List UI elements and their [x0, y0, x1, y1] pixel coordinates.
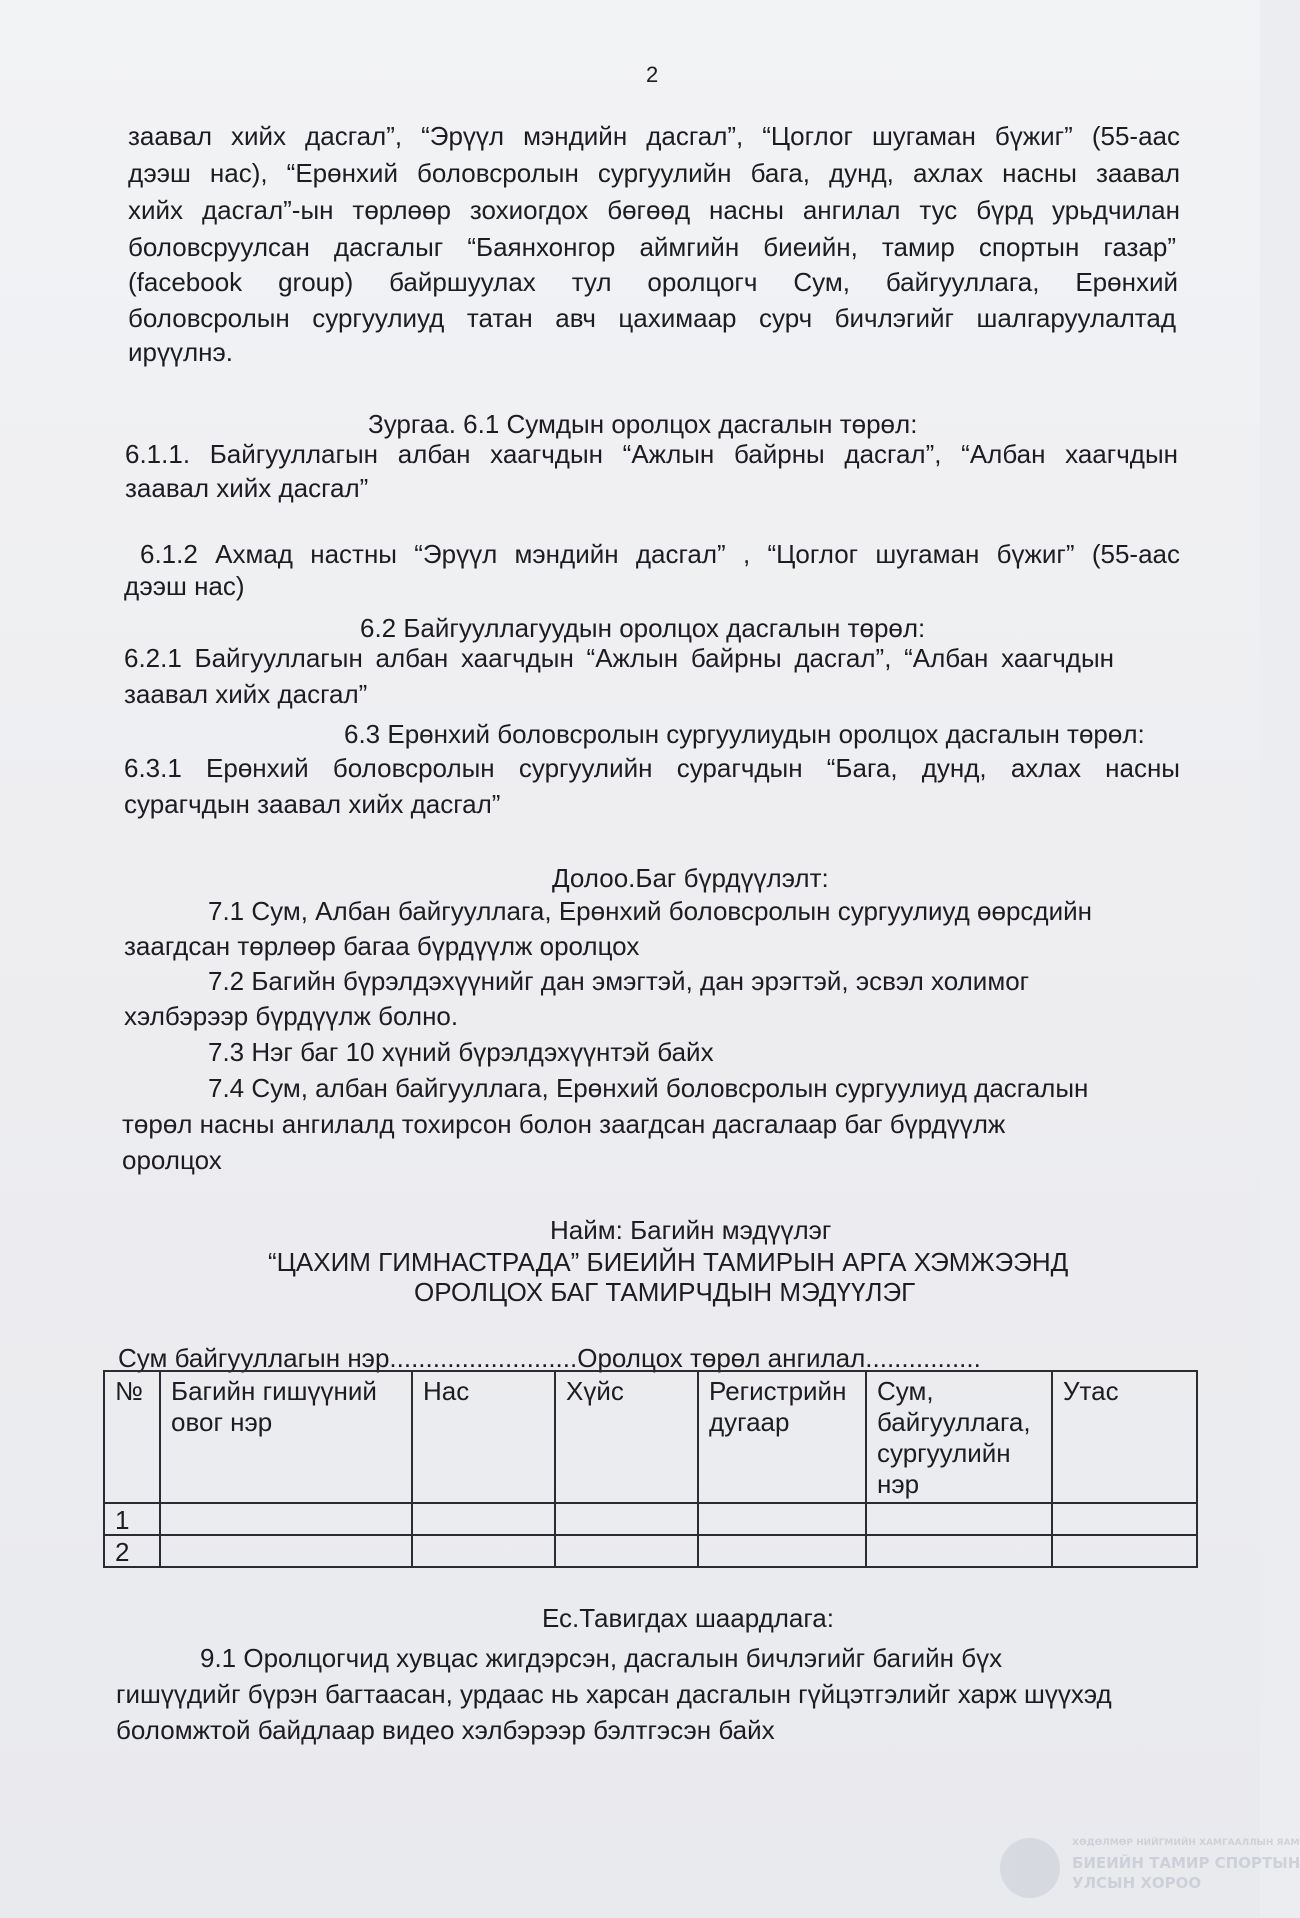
watermark-line: ХӨДӨЛМӨР НИЙГМИЙН ХАМГААЛЛЫН ЯАМ — [1072, 1838, 1300, 1848]
form-title-line1: “ЦАХИМ ГИМНАСТРАДА” БИЕИЙН ТАМИРЫН АРГА ХЭМЖЭЭНД — [268, 1247, 1069, 1277]
item-6-1-2-line: дээш нас) — [124, 571, 245, 601]
table-row — [104, 1503, 1197, 1535]
section6-heading: Зургаа. 6.1 Сумдын оролцох дасгалын төрөл: — [368, 409, 918, 439]
intro-line: заавал хийх дасгал”, “Эрүүл мэндийн дасгал”, “Цоглог шугаман бүжиг” (55-аас — [128, 121, 1180, 151]
intro-line: хийх дасгал”-ын төрлөөр зохиогдох бөгөөд насны ангилал тус бүрд урьдчилан — [128, 195, 1180, 225]
subsection-6-3: 6.3 Ерөнхий боловсролын сургуулиудын оролцох дасгалын төрөл: — [344, 719, 1145, 749]
item-7-4-line: төрөл насны ангилалд тохирсон болон заагдсан дасгалаар баг бүрдүүлж — [122, 1109, 1006, 1139]
table-row — [104, 1535, 1197, 1567]
item-6-2-1-line: заавал хийх дасгал” — [124, 679, 368, 709]
intro-line: (facebook group) байршуулах тул оролцогч Сум, байгууллага, Ерөнхий — [128, 267, 1178, 297]
item-7-1-line: 7.1 Сум, Албан байгууллага, Ерөнхий боловсролын сургуулиуд өөрсдийн — [208, 896, 1092, 926]
table-cell — [866, 1535, 1052, 1567]
intro-line: боловсролын сургуулиуд татан авч цахимаар сурч бичлэгийг шалгаруулалтад — [128, 303, 1176, 333]
watermark-line: БИЕИЙН ТАМИР СПОРТЫН — [1072, 1854, 1300, 1872]
intro-line: ирүүлнэ. — [128, 337, 234, 367]
item-7-4-line: 7.4 Сум, албан байгууллага, Ерөнхий боловсролын сургуулиуд дасгалын — [208, 1073, 1089, 1103]
item-9-1-line: гишүүдийг бүрэн багтаасан, урдаас нь харсан дасгалын гүйцэтгэлийг харж шүүхэд — [116, 1679, 1112, 1709]
col-header: № — [104, 1371, 160, 1503]
item-7-2-line: 7.2 Багийн бүрэлдэхүүнийг дан эмэгтэй, дан эрэгтэй, эсвэл холимог — [208, 966, 1030, 996]
col-header: Регистрийн дугаар — [698, 1371, 866, 1503]
watermark-logo — [998, 1832, 1300, 1904]
intro-line: боловсруулсан дасгалыг “Баянхонгор аймгийн биеийн, тамир спортын газар” — [128, 232, 1176, 262]
col-header: Сум, байгууллага, сургуулийн нэр — [866, 1371, 1052, 1503]
section9-heading: Ес.Тавигдах шаардлага: — [542, 1603, 834, 1633]
table-cell — [555, 1535, 698, 1567]
subsection-6-2: 6.2 Байгууллагуудын оролцох дасгалын төрөл: — [360, 613, 926, 643]
emblem-icon — [1000, 1838, 1060, 1898]
table-cell — [160, 1503, 412, 1535]
table-cell — [412, 1503, 555, 1535]
col-header: Багийн гишүүний овог нэр — [160, 1371, 412, 1503]
section7-heading: Долоо.Баг бүрдүүлэлт: — [552, 863, 829, 893]
table-cell — [698, 1503, 866, 1535]
section8-heading: Найм: Багийн мэдүүлэг — [550, 1215, 832, 1245]
col-header: Утас — [1052, 1371, 1197, 1503]
item-6-1-1-line: заавал хийх дасгал” — [125, 473, 369, 503]
col-header: Нас — [412, 1371, 555, 1503]
table-cell: 2 — [104, 1535, 160, 1567]
item-6-3-1-line: 6.3.1 Ерөнхий боловсролын сургуулийн сурагчдын “Бага, дунд, ахлах насны — [124, 753, 1180, 783]
col-header: Хүйс — [555, 1371, 698, 1503]
item-9-1-line: боломжтой байдлаар видео хэлбэрээр бэлтгэсэн байх — [116, 1715, 775, 1745]
table-cell — [866, 1503, 1052, 1535]
item-6-1-1-line: 6.1.1. Байгууллагын албан хаагчдын “Ажлын байрны дасгал”, “Албан хаагчдын — [125, 439, 1178, 469]
table-cell — [698, 1535, 866, 1567]
item-6-3-1-line: сурагчдын заавал хийх дасгал” — [124, 789, 501, 819]
item-7-2-line: хэлбэрээр бүрдүүлж болно. — [124, 1001, 459, 1031]
watermark-line: УЛСЫН ХОРОО — [1072, 1874, 1202, 1892]
table-cell — [412, 1535, 555, 1567]
table-header-row — [104, 1371, 1197, 1503]
table-cell — [1052, 1535, 1197, 1567]
item-6-1-2-line: 6.1.2 Ахмад настны “Эрүүл мэндийн дасгал” , “Цоглог шугаман бүжиг” (55-аас — [140, 539, 1180, 569]
intro-line: дээш нас), “Ерөнхий боловсролын сургуулийн бага, дунд, ахлах насны заавал — [128, 158, 1180, 188]
page-number: 2 — [646, 62, 659, 87]
item-9-1-line: 9.1 Оролцогчид хувцас жигдэрсэн, дасгалын бичлэгийг багийн бүх — [200, 1643, 1003, 1673]
table-cell: 1 — [104, 1503, 160, 1535]
item-7-1-line: заагдсан төрлөөр багаа бүрдүүлж оролцох — [124, 931, 640, 961]
table-cell — [1052, 1503, 1197, 1535]
item-7-4-line: оролцох — [122, 1145, 222, 1175]
item-7-3: 7.3 Нэг баг 10 хүний бүрэлдэхүүнтэй байх — [208, 1037, 714, 1067]
form-title-line2: ОРОЛЦОХ БАГ ТАМИРЧДЫН МЭДҮҮЛЭГ — [414, 1277, 916, 1307]
item-6-2-1-line: 6.2.1 Байгууллагын албан хаагчдын “Ажлын байрны дасгал”, “Албан хаагчдын — [124, 643, 1114, 673]
table-cell — [160, 1535, 412, 1567]
table-cell — [555, 1503, 698, 1535]
form-line: Сум байгууллагын нэр..........................Оролцох төрөл ангилал................ — [118, 1343, 981, 1373]
team-roster-table — [103, 1370, 1198, 1568]
